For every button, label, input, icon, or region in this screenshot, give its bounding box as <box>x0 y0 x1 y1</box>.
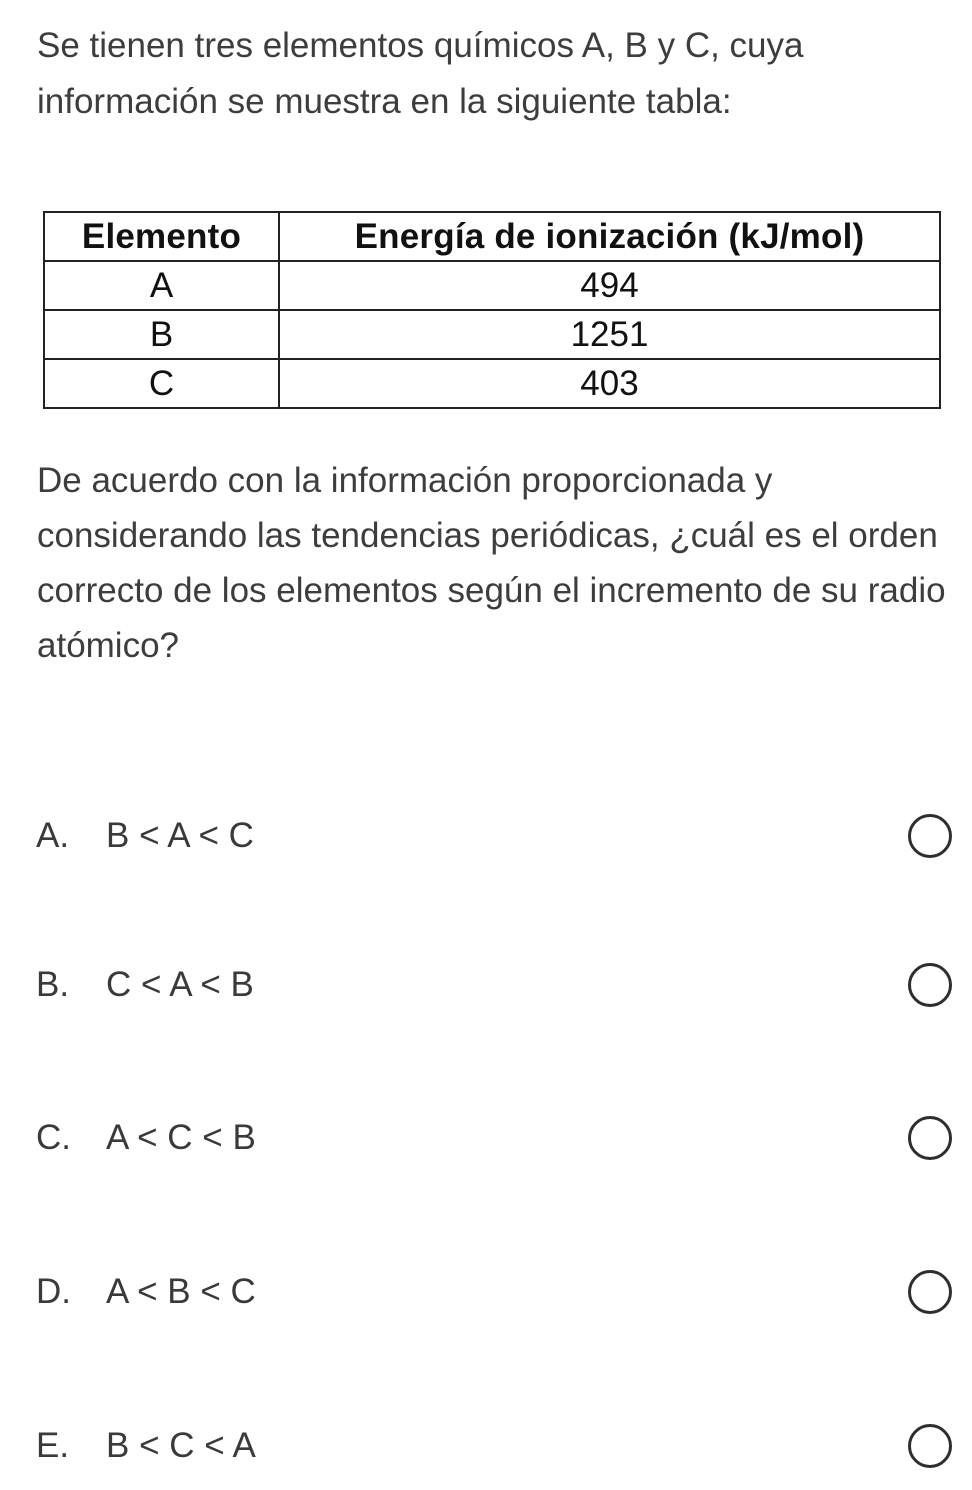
option-letter: E. <box>36 1426 70 1465</box>
column-header-element: Elemento <box>44 212 279 261</box>
option-letter: D. <box>36 1272 71 1311</box>
table-row <box>44 310 940 359</box>
option-text: A < C < B <box>106 1118 256 1157</box>
table-cell-element: A <box>44 261 279 310</box>
radio-button-b[interactable] <box>908 963 952 1007</box>
table-cell-element: B <box>44 310 279 359</box>
option-letter: C. <box>36 1118 71 1157</box>
column-header-ionization-energy: Energía de ionización (kJ/mol) <box>279 212 940 261</box>
option-text: B < C < A <box>106 1426 256 1465</box>
option-text: B < A < C <box>106 816 254 855</box>
intro-text: Se tienen tres elementos químicos A, B y C, cuya información se muestra en la siguiente tabla: <box>37 26 804 121</box>
radio-button-c[interactable] <box>908 1116 952 1160</box>
table-cell-energy: 494 <box>279 261 940 310</box>
option-letter: A. <box>36 816 70 855</box>
option-e[interactable] <box>0 1416 972 1476</box>
table-cell-energy: 403 <box>279 359 940 408</box>
radio-button-d[interactable] <box>908 1270 952 1314</box>
table-row <box>44 359 940 408</box>
option-d[interactable] <box>0 1262 972 1322</box>
data-table <box>43 211 941 409</box>
ionization-energy-table <box>43 211 939 409</box>
option-text: A < B < C <box>106 1272 256 1311</box>
option-text: C < A < B <box>106 965 254 1004</box>
radio-button-e[interactable] <box>908 1424 952 1468</box>
option-b[interactable] <box>0 955 972 1015</box>
option-letter: B. <box>36 965 70 1004</box>
radio-button-a[interactable] <box>908 814 952 858</box>
table-cell-element: C <box>44 359 279 408</box>
table-row <box>44 261 940 310</box>
table-header-row <box>44 212 940 261</box>
option-c[interactable] <box>0 1108 972 1168</box>
table-cell-energy: 1251 <box>279 310 940 359</box>
option-a[interactable] <box>0 806 972 866</box>
question-text: De acuerdo con la información proporcionada y considerando las tendencias periódicas, ¿cuál es el orden correcto de los elementos según el incremento de su radio atómico? <box>37 461 946 665</box>
